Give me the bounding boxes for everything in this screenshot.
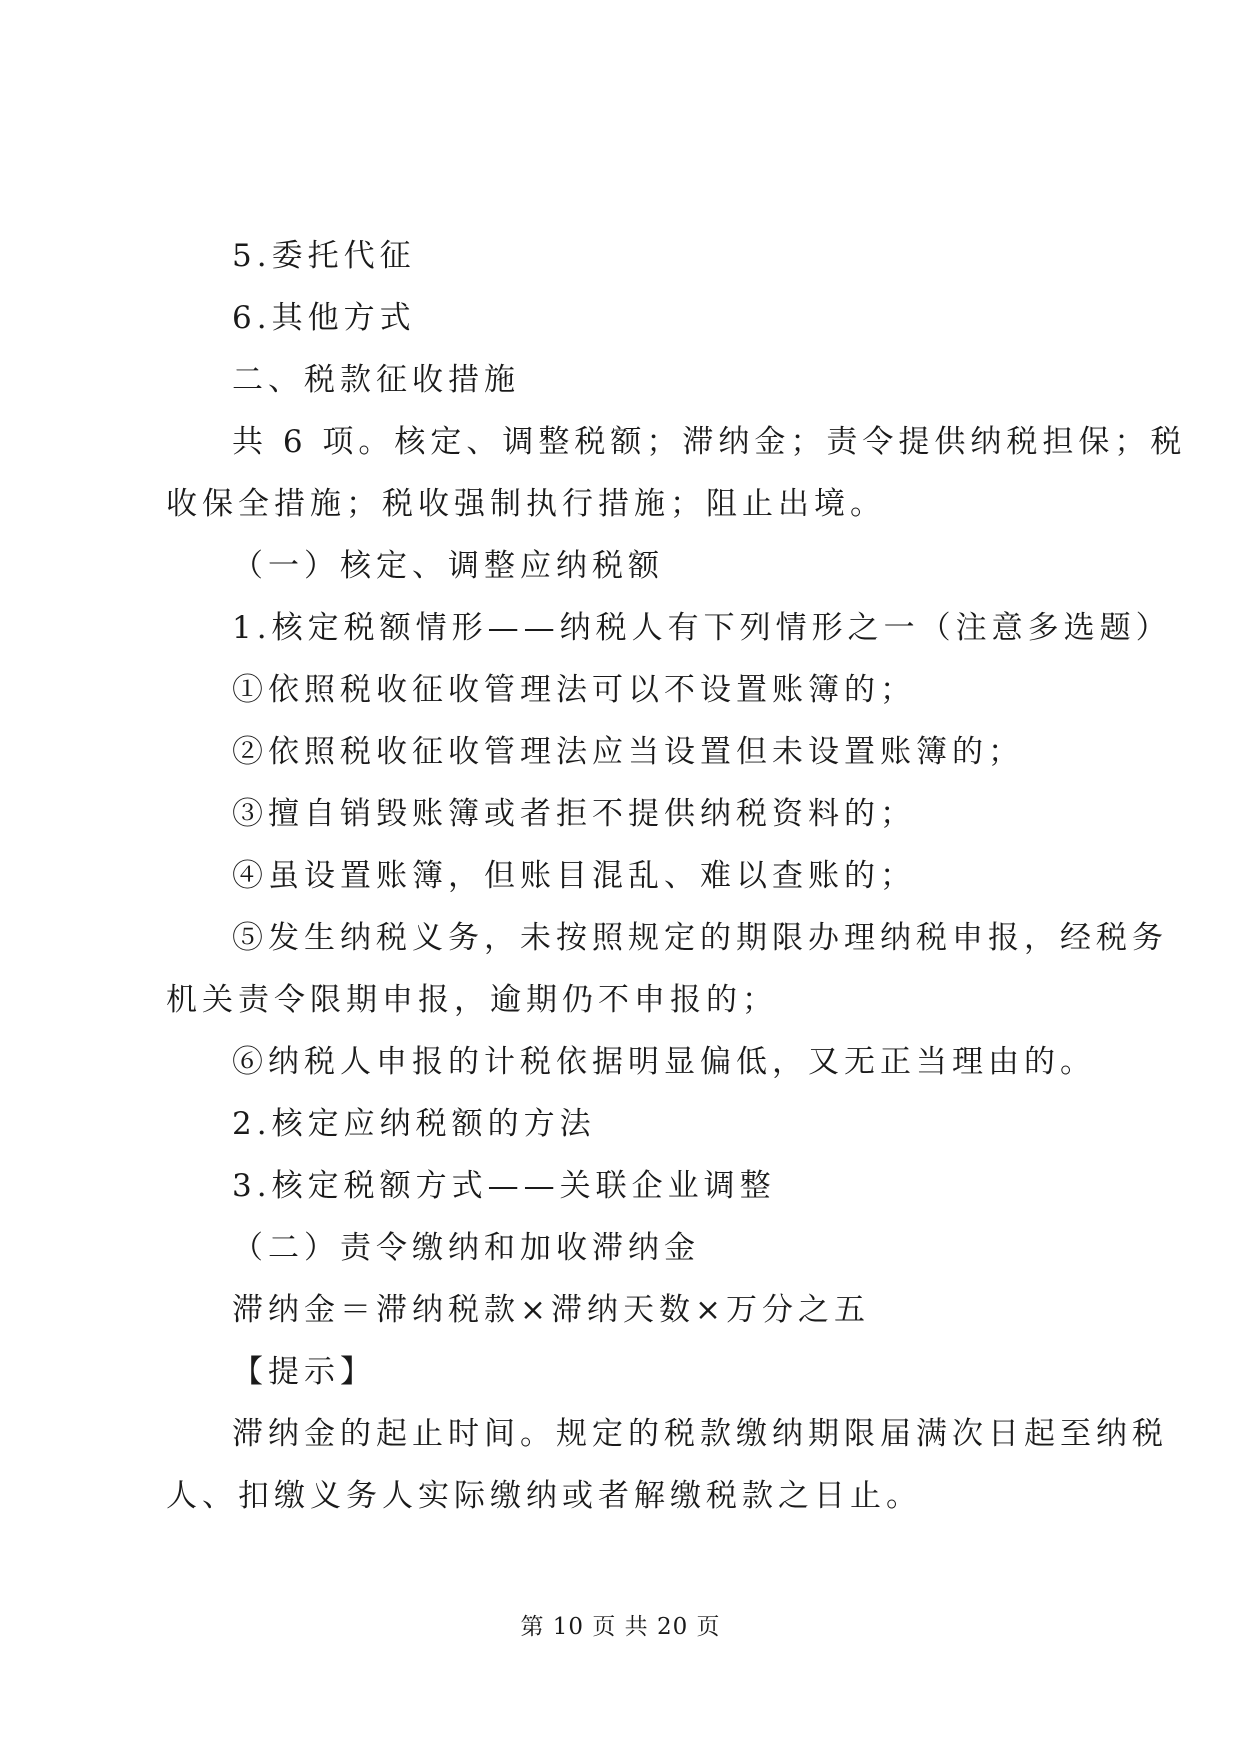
list-item: ③擅自销毁账簿或者拒不提供纳税资料的；: [232, 796, 916, 832]
text-line: 人、扣缴义务人实际缴纳或者解缴税款之日止。: [166, 1478, 922, 1514]
text-line: 机关责令限期申报，逾期仍不申报的；: [166, 982, 778, 1018]
page-footer: 第 10 页 共 20 页: [520, 1614, 721, 1640]
subsection-heading: （二）责令缴纳和加收滞纳金: [232, 1230, 700, 1266]
text-line: 6.其他方式: [232, 300, 416, 336]
text-line: 共 6 项。核定、调整税额；滞纳金；责令提供纳税担保；税: [232, 424, 1187, 460]
list-item: ⑥纳税人申报的计税依据明显偏低，又无正当理由的。: [232, 1044, 1096, 1080]
list-item: ⑤发生纳税义务，未按照规定的期限办理纳税申报，经税务: [232, 920, 1168, 956]
tip-heading: 【提示】: [232, 1354, 376, 1390]
text-line: 3.核定税额方式——关联企业调整: [232, 1168, 776, 1204]
text-line: 1.核定税额情形——纳税人有下列情形之一（注意多选题）: [232, 610, 1172, 646]
subsection-heading: （一）核定、调整应纳税额: [232, 548, 664, 584]
text-line: 5.委托代征: [232, 238, 416, 274]
list-item: ②依照税收征收管理法应当设置但未设置账簿的；: [232, 734, 1024, 770]
formula-line: 滞纳金＝滞纳税款×滞纳天数×万分之五: [232, 1292, 870, 1328]
section-heading: 二、税款征收措施: [232, 362, 520, 398]
list-item: ④虽设置账簿，但账目混乱、难以查账的；: [232, 858, 916, 894]
text-line: 2.核定应纳税额的方法: [232, 1106, 596, 1142]
text-line: 滞纳金的起止时间。规定的税款缴纳期限届满次日起至纳税: [232, 1416, 1168, 1452]
list-item: ①依照税收征收管理法可以不设置账簿的；: [232, 672, 916, 708]
text-line: 收保全措施；税收强制执行措施；阻止出境。: [166, 486, 886, 522]
